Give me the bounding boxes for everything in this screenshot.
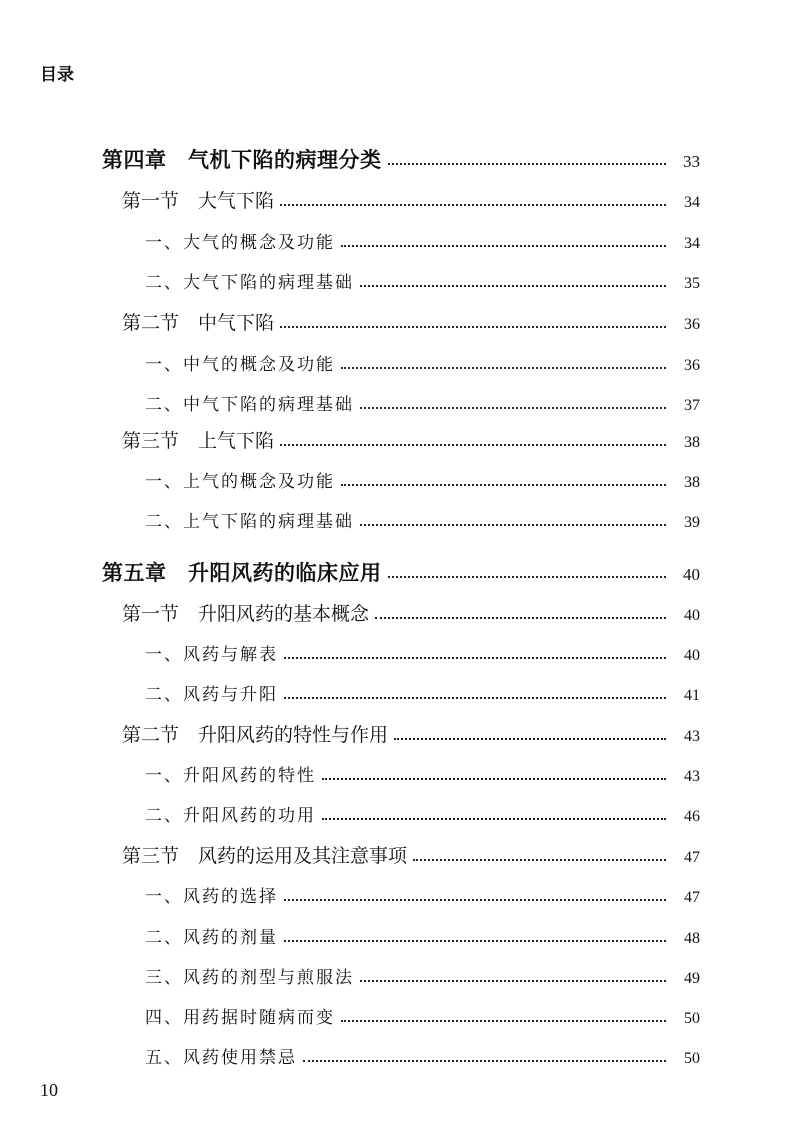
toc-entry-item[interactable] [145, 258, 700, 292]
dot-leader [388, 576, 667, 578]
dot-leader [284, 940, 666, 942]
toc-entry-section[interactable] [122, 299, 700, 333]
toc-entry-page: 50 [684, 1050, 700, 1067]
dot-leader [280, 204, 666, 206]
toc-entry-item[interactable] [145, 218, 700, 252]
toc-entry-title: 二、大气下陷的病理基础 [145, 273, 354, 293]
toc-entry-page: 48 [684, 930, 700, 947]
toc-entry-page: 40 [684, 607, 700, 624]
toc-entry-title: 第一节 升阳风药的基本概念 [122, 603, 370, 625]
toc-entry-page: 47 [684, 849, 700, 866]
dot-leader [284, 899, 666, 901]
toc-entry-page: 38 [684, 474, 700, 491]
toc-entry-title: 一、上气的概念及功能 [145, 472, 335, 492]
toc-entry-page: 43 [684, 768, 700, 785]
toc-entry-title: 一、风药的选择 [145, 887, 278, 907]
toc-entry-item[interactable] [145, 791, 700, 825]
toc-entry-page: 39 [684, 514, 700, 531]
toc-entry-title: 五、风药使用禁忌 [145, 1048, 297, 1068]
toc-entry-item[interactable] [145, 993, 700, 1027]
dot-leader [360, 524, 666, 526]
dot-leader [360, 407, 666, 409]
toc-entry-section[interactable] [122, 177, 700, 211]
dot-leader [284, 697, 666, 699]
toc-entry-title: 二、升阳风药的功用 [145, 806, 316, 826]
toc-entry-title: 四、用药据时随病而变 [145, 1008, 335, 1028]
toc-entry-title: 第二节 中气下陷 [122, 312, 275, 334]
toc-entry-title: 第五章 升阳风药的临床应用 [102, 560, 382, 585]
toc-entry-section[interactable] [122, 711, 700, 745]
toc-entry-item[interactable] [145, 630, 700, 664]
toc-entry-item[interactable] [145, 340, 700, 374]
toc-entry-title: 三、风药的剂型与煎服法 [145, 968, 354, 988]
toc-entry-title: 二、中气下陷的病理基础 [145, 395, 354, 415]
toc-entry-item[interactable] [145, 497, 700, 531]
dot-leader [413, 859, 666, 861]
toc-entry-page: 50 [684, 1010, 700, 1027]
toc-entry-title: 二、风药的剂量 [145, 928, 278, 948]
toc-entry-title: 一、升阳风药的特性 [145, 766, 316, 786]
dot-leader [360, 285, 666, 287]
dot-leader [284, 657, 666, 659]
toc-entry-page: 46 [684, 808, 700, 825]
toc-entry-chapter[interactable] [102, 136, 700, 170]
toc-entry-page: 47 [684, 889, 700, 906]
dot-leader [341, 245, 666, 247]
toc-entry-page: 33 [683, 152, 700, 171]
toc-entry-page: 40 [683, 565, 700, 584]
toc-entry-page: 34 [684, 194, 700, 211]
dot-leader [360, 980, 666, 982]
toc-entry-title: 一、中气的概念及功能 [145, 355, 335, 375]
dot-leader [341, 367, 666, 369]
toc-entry-item[interactable] [145, 751, 700, 785]
toc-entry-chapter[interactable] [102, 549, 700, 583]
toc-entry-item[interactable] [145, 380, 700, 414]
toc-entry-item[interactable] [145, 953, 700, 987]
toc-entry-title: 第二节 升阳风药的特性与作用 [122, 724, 389, 746]
toc-entry-page: 35 [684, 275, 700, 292]
dot-leader [322, 778, 666, 780]
dot-leader [341, 484, 666, 486]
toc-entry-section[interactable] [122, 832, 700, 866]
dot-leader [322, 818, 666, 820]
toc-entry-page: 36 [684, 316, 700, 333]
toc-entry-page: 38 [684, 434, 700, 451]
toc-entry-item[interactable] [145, 670, 700, 704]
toc-entry-section[interactable] [122, 417, 700, 451]
toc-entry-title: 第一节 大气下陷 [122, 190, 275, 212]
toc-entry-title: 第三节 上气下陷 [122, 430, 275, 452]
toc-entry-page: 34 [684, 235, 700, 252]
page-number: 10 [40, 1080, 58, 1100]
dot-leader [303, 1060, 666, 1062]
dot-leader [388, 163, 667, 165]
dot-leader [394, 738, 666, 740]
page-title: 目录 [40, 65, 74, 85]
toc-entry-page: 37 [684, 397, 700, 414]
toc-entry-page: 36 [684, 357, 700, 374]
toc-entry-title: 第三节 风药的运用及其注意事项 [122, 845, 408, 867]
toc-entry-page: 49 [684, 970, 700, 987]
toc-entry-title: 一、大气的概念及功能 [145, 233, 335, 253]
toc-entry-item[interactable] [145, 872, 700, 906]
toc-entry-page: 43 [684, 728, 700, 745]
toc-entry-page: 40 [684, 647, 700, 664]
dot-leader [280, 326, 666, 328]
toc-entry-item[interactable] [145, 1033, 700, 1067]
dot-leader [341, 1020, 666, 1022]
toc-entry-item[interactable] [145, 457, 700, 491]
toc-entry-title: 第四章 气机下陷的病理分类 [102, 147, 382, 172]
dot-leader [280, 444, 666, 446]
toc-entry-section[interactable] [122, 590, 700, 624]
toc-entry-page: 41 [684, 687, 700, 704]
toc-entry-title: 二、风药与升阳 [145, 685, 278, 705]
dot-leader [375, 617, 666, 619]
toc-entry-item[interactable] [145, 913, 700, 947]
toc-entry-title: 一、风药与解表 [145, 645, 278, 665]
toc-entry-title: 二、上气下陷的病理基础 [145, 512, 354, 532]
